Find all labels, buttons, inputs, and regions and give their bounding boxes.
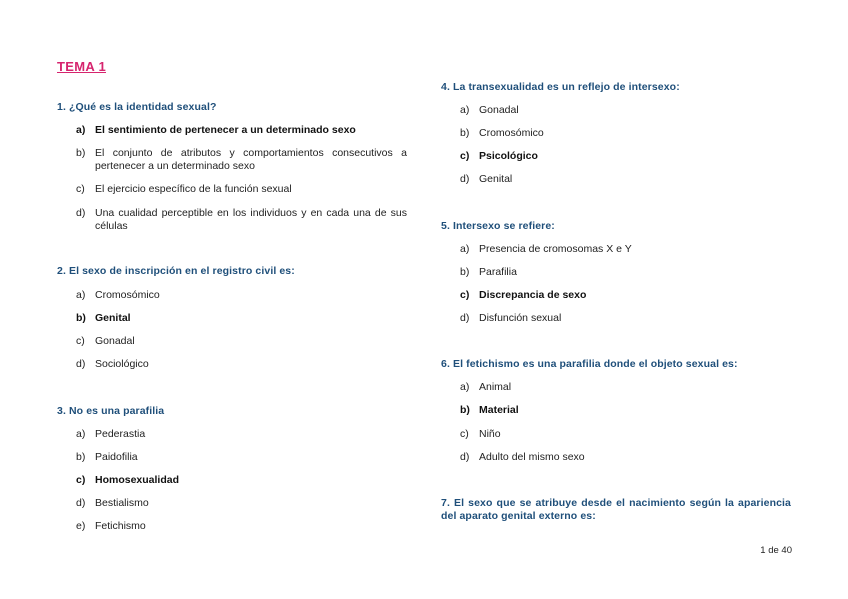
option-label: a) (76, 428, 86, 440)
option-label: d) (460, 312, 470, 324)
q6-option-c (460, 428, 791, 441)
option-label: d) (460, 173, 470, 185)
option-text: Discrepancia de sexo (479, 289, 587, 301)
question-3: 3. No es una parafilia (57, 405, 165, 417)
option-text: Homosexualidad (95, 474, 180, 486)
q6-option-d (460, 451, 791, 464)
option-label: b) (76, 147, 86, 159)
option-label: a) (76, 289, 86, 301)
option-label: c) (76, 474, 86, 486)
option-label: b) (460, 266, 470, 278)
q2-option-c (76, 335, 407, 348)
option-text: Animal (479, 381, 512, 393)
option-text: Cromosómico (479, 127, 544, 139)
option-label: b) (460, 127, 470, 139)
q4-option-a (460, 104, 791, 117)
option-label: e) (76, 520, 86, 532)
page-number: 1 de 40 (760, 545, 792, 556)
option-text: Gonadal (95, 335, 135, 347)
option-text: Presencia de cromosomas X e Y (479, 243, 632, 255)
q5-option-d (460, 312, 791, 325)
question-5: 5. Intersexo se refiere: (441, 220, 555, 232)
option-text: Genital (95, 312, 131, 324)
q1-option-c (76, 183, 407, 196)
option-text: Gonadal (479, 104, 519, 116)
q5-option-b (460, 266, 791, 279)
section-title: TEMA 1 (57, 59, 106, 74)
option-label: a) (76, 124, 86, 136)
option-label: d) (76, 207, 86, 219)
question-7: 7. El sexo que se atribuye desde el nacimiento según la apariencia del aparato genital externo es: (441, 497, 791, 522)
option-text: Fetichismo (95, 520, 146, 532)
q3-option-b (76, 451, 407, 464)
option-label: d) (76, 358, 86, 370)
option-label: c) (460, 150, 470, 162)
option-label: c) (460, 428, 469, 440)
q2-option-d (76, 358, 407, 371)
option-label: b) (460, 404, 470, 416)
question-1: 1. ¿Qué es la identidad sexual? (57, 101, 217, 113)
option-label: c) (76, 335, 85, 347)
option-text: Psicológico (479, 150, 538, 162)
q4-option-c (460, 150, 791, 163)
q2-option-b (76, 312, 407, 325)
q5-option-c (460, 289, 791, 302)
option-text: Niño (479, 428, 501, 440)
option-label: a) (460, 381, 470, 393)
option-text: Una cualidad perceptible en los individuos y en cada una de sus células (95, 207, 407, 232)
option-label: d) (460, 451, 470, 463)
option-text: El conjunto de atributos y comportamientos consecutivos a pertenecer a un determinado sexo (95, 147, 407, 172)
q3-option-c (76, 474, 407, 487)
option-text: Disfunción sexual (479, 312, 562, 324)
option-label: b) (76, 312, 86, 324)
q3-option-a (76, 428, 407, 441)
q1-option-a (76, 124, 407, 137)
option-text: El sentimiento de pertenecer a un determinado sexo (95, 124, 356, 136)
option-label: c) (76, 183, 85, 195)
option-text: Cromosómico (95, 289, 160, 301)
option-text: Parafilia (479, 266, 517, 278)
option-text: Pederastia (95, 428, 146, 440)
q1-option-b (76, 147, 407, 172)
option-text: Material (479, 404, 519, 416)
option-text: Genital (479, 173, 513, 185)
q3-option-d (76, 497, 407, 510)
q4-option-d (460, 173, 791, 186)
q1-option-d (76, 207, 407, 232)
question-6: 6. El fetichismo es una parafilia donde el objeto sexual es: (441, 358, 738, 370)
option-text: El ejercicio específico de la función sexual (95, 183, 292, 195)
option-text: Adulto del mismo sexo (479, 451, 585, 463)
option-label: d) (76, 497, 86, 509)
option-text: Paidofilia (95, 451, 138, 463)
option-label: a) (460, 243, 470, 255)
q6-option-b (460, 404, 791, 417)
question-4: 4. La transexualidad es un reflejo de intersexo: (441, 81, 680, 93)
q6-option-a (460, 381, 791, 394)
option-label: b) (76, 451, 86, 463)
q3-option-e (76, 520, 407, 533)
option-label: c) (460, 289, 470, 301)
question-2: 2. El sexo de inscripción en el registro civil es: (57, 265, 295, 277)
option-text: Bestialismo (95, 497, 149, 509)
q5-option-a (460, 243, 791, 256)
q4-option-b (460, 127, 791, 140)
option-label: a) (460, 104, 470, 116)
q2-option-a (76, 289, 407, 302)
option-text: Sociológico (95, 358, 149, 370)
